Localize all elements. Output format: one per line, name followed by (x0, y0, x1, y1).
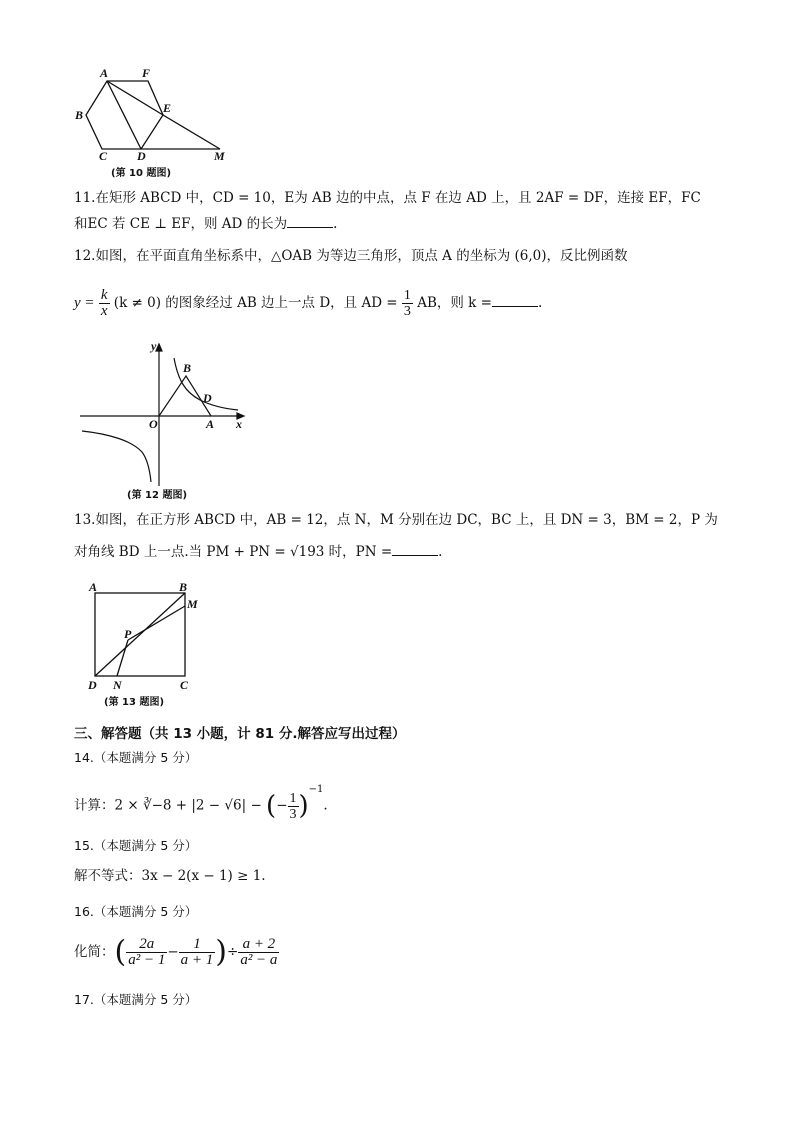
q14-neg: − (276, 797, 288, 814)
label-F: F (142, 66, 151, 80)
q15-body: 解不等式：3x − 2(x − 1) ≥ 1. (74, 868, 266, 884)
q17-heading: 17.（本题满分 5 分） (74, 992, 198, 1007)
q14-paren-close: ) (298, 791, 309, 821)
segment-PM (128, 606, 185, 640)
q12-line1: 12.如图，在平面直角坐标系中，△OAB 为等边三角形，顶点 A 的坐标为 (6,0)，反比例函数 (74, 248, 628, 264)
label-D: D (137, 149, 146, 163)
q12-y-eq: y = (74, 295, 95, 311)
diagonal-BD (95, 593, 185, 676)
q12-condition: (k ≠ 0) 的图象经过 AB 边上一点 D，且 AD = (113, 295, 398, 311)
figure-12-caption: (第 12 题图) (127, 490, 188, 501)
q14-exponent: −1 (308, 784, 324, 795)
q16-label: 化简： (74, 944, 115, 960)
q13-line2-text: 对角线 BD 上一点.当 PM + PN = √193 时，PN = (74, 544, 393, 560)
label-B: B (75, 108, 84, 122)
label-A: A (89, 580, 98, 594)
label-N: N (113, 678, 122, 692)
q14-body (74, 784, 328, 824)
figure-13-caption: (第 13 题图) (104, 697, 165, 708)
label-C: C (180, 678, 189, 692)
q16-frac-2: $\frac{1}{a + 1}$ (180, 936, 214, 968)
q15-heading: 15.（本题满分 5 分） (74, 838, 198, 853)
q13-end: . (438, 544, 443, 560)
label-P: P (124, 627, 132, 641)
q13-line1: 13.如图，在正方形 ABCD 中，AB = 12，点 N，M 分别在边 DC，BC 上，且 DN = 3，BM = 2，P 为 (74, 512, 718, 528)
q14-expr: 计算：2 × ∛−8 + |2 − √6| − (74, 797, 267, 814)
label-E: E (163, 101, 172, 115)
label-D: D (88, 678, 97, 692)
figure-10-caption: (第 10 题图) (111, 168, 172, 179)
label-M: M (187, 597, 198, 611)
label-B: B (179, 580, 188, 594)
label-B: B (183, 361, 192, 375)
q14-one-third: $\frac{1}{3}$ (289, 790, 297, 822)
q14-end: . (323, 797, 328, 814)
segment-PN (117, 640, 128, 676)
q12-tail: AB，则 k = (417, 295, 492, 311)
label-y: y (151, 339, 157, 353)
q16-frac-3: $\frac{a + 2}{\text{a² − a}}$ (240, 936, 278, 968)
q12-end: . (537, 295, 543, 311)
q16-heading: 16.（本题满分 5 分） (74, 904, 198, 919)
label-A: A (100, 66, 109, 80)
q14-heading: 14.（本题满分 5 分） (74, 750, 198, 765)
q11-line2-text: 和EC 若 CE ⊥ EF，则 AD 的长为 (74, 216, 288, 232)
label-O: O (149, 417, 158, 431)
label-A: A (206, 417, 215, 431)
q14-paren-open: ( (266, 791, 277, 821)
q11-end: . (333, 216, 338, 232)
q16-paren-open: ( (114, 934, 127, 970)
q12-one-third: $\frac{1}{3}$ (403, 288, 411, 319)
q12-k-over-x: $\frac{k}{x}$ (100, 287, 108, 319)
section-3-heading: 三、解答题（共 13 小题，计 81 分.解答应写出过程） (74, 726, 406, 742)
q16-body (74, 932, 279, 973)
q16-minus: − (167, 944, 179, 960)
q16-frac-1: $\frac{2a}{\text{a² − 1}}$ (128, 936, 166, 968)
label-D: D (203, 391, 212, 405)
q11-line1: 11.在矩形 ABCD 中，CD = 10，E为 AB 边的中点，点 F 在边 AD 上，且 2AF = DF，连接 EF，FC (74, 190, 701, 206)
q16-paren-close: ) (215, 934, 227, 970)
label-x: x (236, 417, 242, 431)
q16-divide: ÷ (227, 944, 239, 960)
label-C: C (99, 149, 108, 163)
label-M: M (214, 149, 225, 163)
